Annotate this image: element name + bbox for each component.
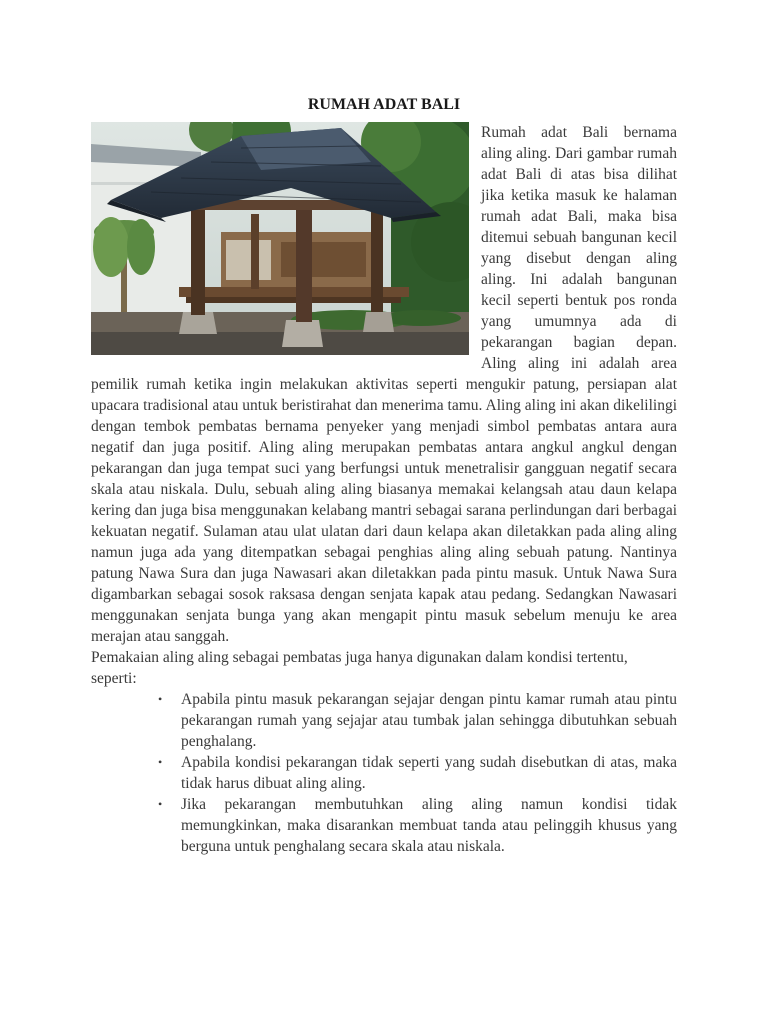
list-item-text: Apabila pintu masuk pekarangan sejajar dengan pintu kamar rumah atau pintu pekarangan rumah yang sejajar atau tumbak jalan sehingga dibutuhkan sebuah penghalang.: [181, 691, 677, 750]
bullet-icon: •: [158, 755, 163, 769]
list-item-text: Jika pekarangan membutuhkan aling aling namun kondisi tidak memungkinkan, maka disarankan membuat tanda atau pelinggih khusus yang berguna untuk penghalang secara skala atau niskala.: [181, 796, 677, 855]
page-title: RUMAH ADAT BALI: [307, 96, 461, 113]
bale-pavilion-photo: [91, 122, 469, 355]
bullet-icon: •: [158, 692, 163, 706]
list-item-text: Apabila kondisi pekarangan tidak seperti yang sudah disebutkan di atas, maka tidak harus dibuat aling aling.: [181, 754, 677, 792]
list-item: [158, 752, 677, 794]
list-item: [158, 689, 677, 752]
paragraph-intro: Rumah adat Bali bernama aling aling. Dari gambar rumah adat Bali di atas bisa dilihat jika ketika masuk ke halaman rumah adat Bali, maka bisa ditemui sebuah bangunan kecil yang disebut dengan aling aling. Ini adalah bangunan kecil seperti bentuk pos ronda yang umumnya ada di pekarangan bagian depan. Aling aling ini adalah area pemilik rumah ketika ingin melakukan aktivitas seperti mengukir patung, persiapan alat upacara tradisional atau untuk beristirahat dan menerima tamu. Aling aling ini akan dikelilingi dengan tembok pembatas bernama penyeker yang menjadi simbol pembatas antara aura negatif dan juga positif. Aling aling merupakan pembatas antara angkul angkul dengan pekarangan dan juga tempat suci yang berfungsi untuk menetralisir gangguan negatif secara skala atau niskala. Dulu, sebuah aling aling biasanya memakai kelangsah atau daun kelapa kering dan juga bisa menggunakan kelabang mantri sebagai sarana perlindungan dari berbagai kekuatan negatif. Sulaman atau ulat ulatan dari daun kelapa akan diletakkan pada aling aling namun juga ada yang ditempatkan sebagai penghias aling aling sebuah patung. Nantinya patung Nawa Sura dan juga Nawasari akan diletakkan pada pintu masuk. Untuk Nawa Sura digambarkan sebagai sosok raksasa dengan senjata kapak atau pedang. Sedangkan Nawasari menggunakan senjata bunga yang akan mengapit pintu masuk sebelum menuju ke area merajan atau sanggah.: [91, 124, 677, 645]
paragraph-usage: Pemakaian aling aling sebagai pembatas juga hanya digunakan dalam kondisi tertentu, seperti:: [91, 649, 628, 687]
document-body: [91, 92, 677, 857]
conditions-list: [91, 689, 677, 857]
bullet-icon: •: [158, 797, 163, 811]
list-item: [158, 794, 677, 857]
